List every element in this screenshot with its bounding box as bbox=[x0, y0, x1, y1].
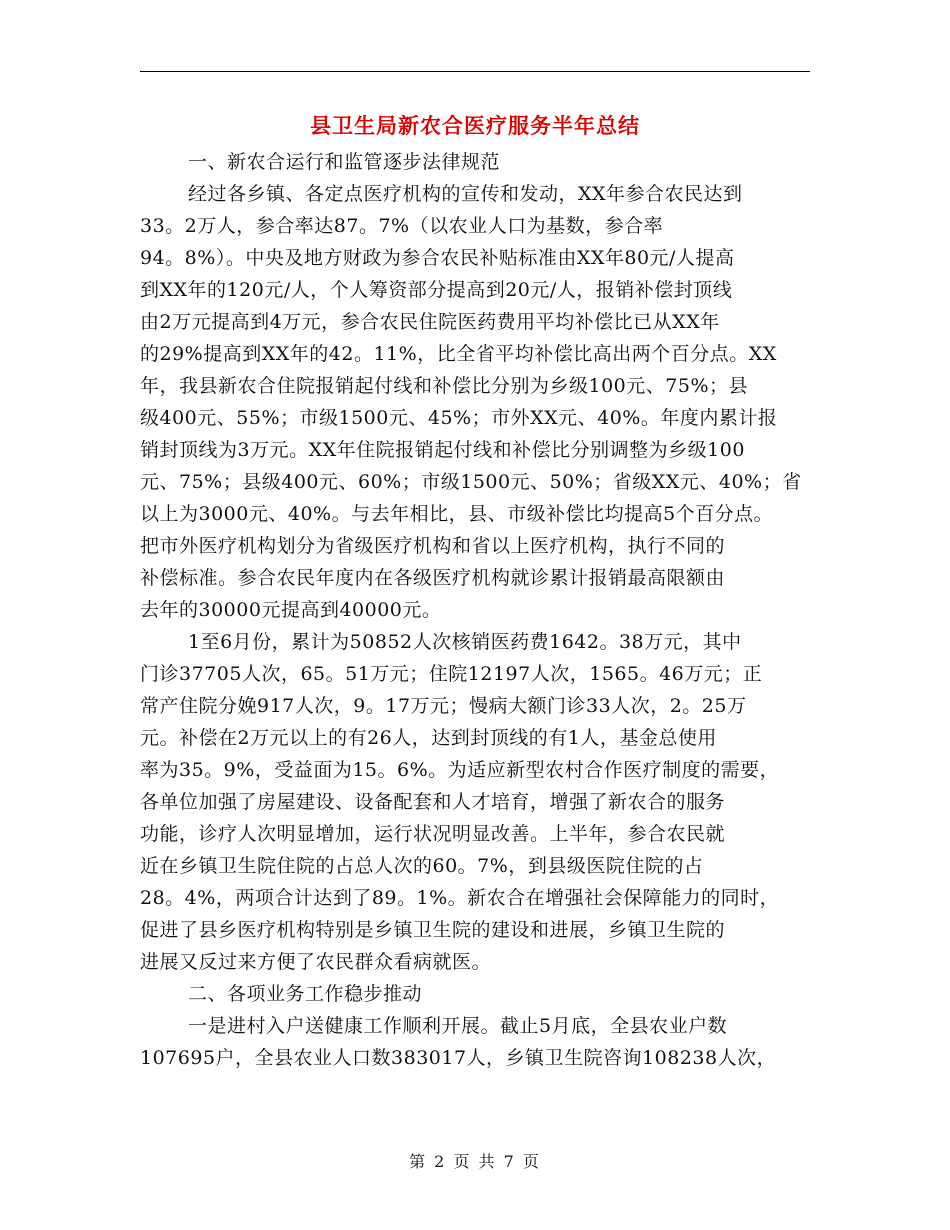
text-line: 把市外医疗机构划分为省级医疗机构和省以上医疗机构，执行不同的 bbox=[140, 535, 726, 557]
text-line: 功能，诊疗人次明显增加，运行状况明显改善。上半年，参合农民就 bbox=[140, 823, 726, 845]
document-body bbox=[140, 146, 816, 1074]
text-line: 近在乡镇卫生院住院的占总人次的60。7%，到县级医院住院的占 bbox=[140, 855, 704, 877]
page-footer: 第 2 页 共 7 页 bbox=[409, 1152, 541, 1171]
text-line: 由2万元提高到4万元，参合农民住院医药费用平均补偿比已从XX年 bbox=[140, 311, 720, 333]
text-line: 元。补偿在2万元以上的有26人，达到封顶线的有1人，基金总使用 bbox=[140, 727, 717, 749]
paragraph-first-line: 1至6月份，累计为50852人次核销医药费1642。38万元，其中 bbox=[188, 631, 742, 653]
text-line: 元、75%；县级400元、60%；市级1500元、50%；省级XX元、40%；省 bbox=[140, 471, 802, 493]
paragraph-first-line: 一、新农合运行和监管逐步法律规范 bbox=[188, 151, 501, 173]
text-line: 常产住院分娩917人次，9。17万元；慢病大额门诊33人次，2。25万 bbox=[140, 695, 747, 717]
text-line: 门诊37705人次，65。51万元；住院12197人次，1565。46万元；正 bbox=[140, 663, 763, 685]
text-line: 级400元、55%；市级1500元、45%；市外XX元、40%。年度内累计报 bbox=[140, 407, 778, 429]
text-line: 28。4%，两项合计达到了89。1%。新农合在增强社会保障能力的同时， bbox=[140, 887, 780, 909]
text-line: 销封顶线为3万元。XX年住院报销起付线和补偿比分别调整为乡级100 bbox=[140, 439, 745, 461]
document-title: 县卫生局新农合医疗服务半年总结 bbox=[310, 113, 640, 138]
text-line: 进展又反过来方便了农民群众看病就医。 bbox=[140, 951, 492, 973]
paragraph-first-line: 一是进村入户送健康工作顺利开展。截止5月底，全县农业户数 bbox=[188, 1015, 728, 1037]
text-line: 33。2万人，参合率达87。7%（以农业人口为基数，参合率 bbox=[140, 215, 664, 237]
text-line: 率为35。9%，受益面为15。6%。为适应新型农村合作医疗制度的需要， bbox=[140, 759, 780, 781]
text-line: 促进了县乡医疗机构特别是乡镇卫生院的建设和进展，乡镇卫生院的 bbox=[140, 919, 726, 941]
text-line: 补偿标准。参合农民年度内在各级医疗机构就诊累计报销最高限额由 bbox=[140, 567, 726, 589]
paragraph-first-line: 二、各项业务工作稳步推动 bbox=[188, 983, 423, 1005]
text-line: 到XX年的120元/人，个人筹资部分提高到20元/人，报销补偿封顶线 bbox=[140, 279, 733, 301]
text-line: 的29%提高到XX年的42。11%，比全省平均补偿比高出两个百分点。XX bbox=[140, 343, 777, 365]
text-line: 各单位加强了房屋建设、设备配套和人才培育，增强了新农合的服务 bbox=[140, 791, 726, 813]
header-rule bbox=[140, 71, 810, 72]
text-line: 94。8%）。中央及地方财政为参合农民补贴标准由XX年80元/人提高 bbox=[140, 247, 735, 269]
text-line: 以上为3000元、40%。与去年相比，县、市级补偿比均提高5个百分点。 bbox=[140, 503, 774, 525]
text-line: 年，我县新农合住院报销起付线和补偿比分别为乡级100元、75%；县 bbox=[140, 375, 748, 397]
text-line: 去年的30000元提高到40000元。 bbox=[140, 599, 442, 621]
text-line: 107695户，全县农业人口数383017人，乡镇卫生院咨询108238人次， bbox=[140, 1047, 777, 1069]
paragraph-first-line: 经过各乡镇、各定点医疗机构的宣传和发动，XX年参合农民达到 bbox=[188, 183, 743, 205]
